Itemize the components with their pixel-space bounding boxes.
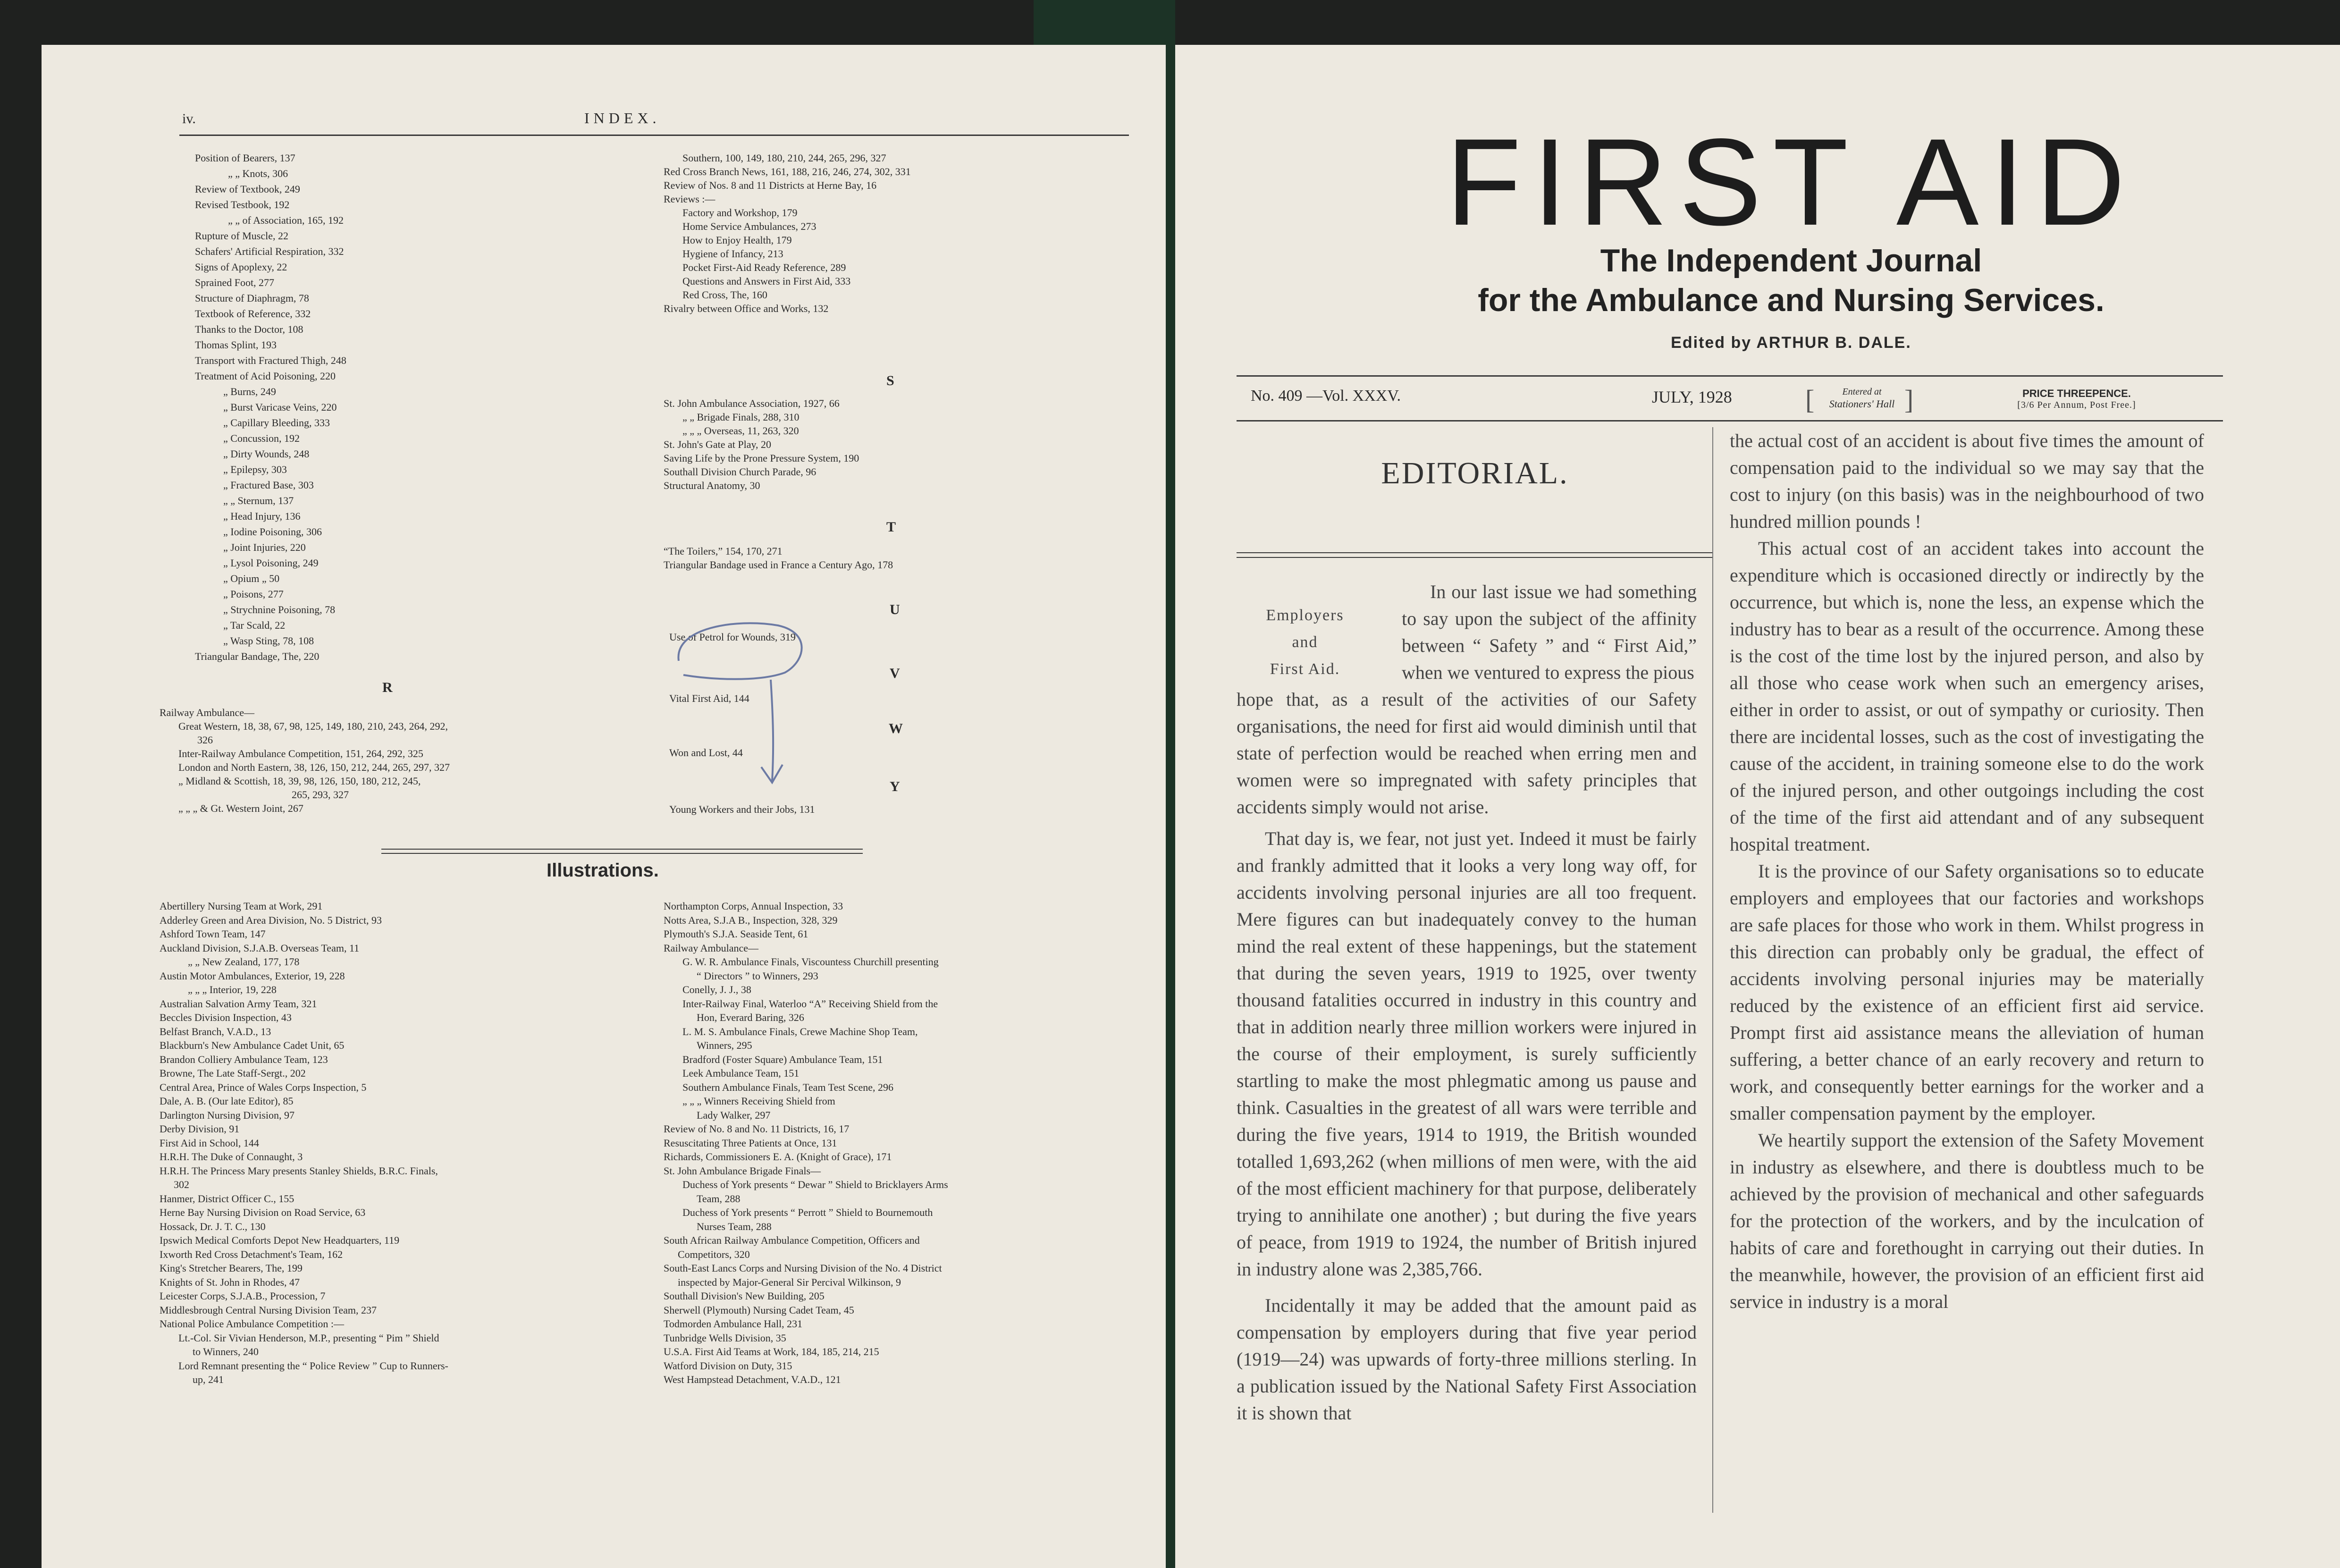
- index-entry: Derby Division, 91: [160, 1123, 240, 1135]
- index-entry: inspected by Major-General Sir Percival Wilkinson, 9: [678, 1276, 901, 1288]
- index-s-section: [664, 396, 859, 492]
- index-entry: L. M. S. Ambulance Finals, Crewe Machine Shop Team,: [682, 1025, 918, 1037]
- index-entry: G. W. R. Ambulance Finals, Viscountess Churchill presenting: [682, 956, 939, 968]
- index-entry: „ Concussion, 192: [223, 432, 300, 444]
- index-entry: up, 241: [193, 1374, 224, 1385]
- index-entry: „ „ „ & Gt. Western Joint, 267: [178, 802, 303, 814]
- index-entry: „ „ Knots, 306: [228, 168, 288, 179]
- index-entry: Northampton Corps, Annual Inspection, 33: [664, 900, 843, 912]
- masthead-title: FIRST AID: [1446, 113, 2137, 251]
- header-rule: [179, 135, 1129, 136]
- index-entry: Resuscitating Three Patients at Once, 131: [664, 1137, 837, 1149]
- index-entry: Sherwell (Plymouth) Nursing Cadet Team, 45: [664, 1304, 854, 1316]
- index-entry: Review of Nos. 8 and 11 Districts at Herne Bay, 16: [664, 179, 877, 191]
- index-entry: „ Tar Scald, 22: [223, 619, 286, 631]
- index-railway-section: [160, 706, 450, 815]
- editorial-paragraph-7: We heartily support the extension of the Safety Movement in industry as elsewhere, and there is doubtless much to be achieved by the provision of mechanical and other safeguards for the protection of the workers, and by the inculcation of habits of care and forethought in carrying out their duties. In the meanwhile, however, the provision of an efficient first aid service in industry is a moral: [1730, 1130, 2204, 1312]
- index-entry: Richards, Commissioners E. A. (Knight of Grace), 171: [664, 1151, 892, 1163]
- index-entry: St. John Ambulance Association, 1927, 66: [664, 397, 840, 409]
- index-entry: Inter-Railway Ambulance Competition, 151, 264, 292, 325: [178, 748, 423, 759]
- index-entry: „ Burns, 249: [223, 386, 276, 397]
- index-entry: Conelly, J. J., 38: [682, 984, 751, 995]
- index-entry: Lt.-Col. Sir Vivian Henderson, M.P., presenting “ Pim ” Shield: [178, 1332, 439, 1344]
- index-entry: „ Epilepsy, 303: [223, 464, 287, 475]
- sidehead-line-3: First Aid.: [1270, 660, 1340, 678]
- masthead-rule-bottom: [1237, 420, 2223, 422]
- index-entry: Hanmer, District Officer C., 155: [160, 1192, 295, 1205]
- index-entry: Rivalry between Office and Works, 132: [664, 303, 829, 314]
- editorial-column-2: [1730, 427, 2204, 1315]
- index-entry: Beccles Division Inspection, 43: [160, 1012, 292, 1023]
- index-entry: Ashford Town Team, 147: [160, 928, 266, 940]
- index-entry: Factory and Workshop, 179: [682, 207, 798, 219]
- index-entry: 265, 293, 327: [292, 789, 349, 801]
- pencil-annotation: [665, 604, 863, 821]
- index-entry: Thomas Splint, 193: [195, 339, 277, 351]
- index-entry: Triangular Bandage used in France a Century Ago, 178: [664, 559, 893, 571]
- index-page: [42, 45, 1166, 1568]
- index-entry: Rupture of Muscle, 22: [195, 230, 288, 242]
- letter-heading-v: V: [890, 666, 900, 681]
- index-entry: Belfast Branch, V.A.D., 13: [160, 1025, 271, 1037]
- index-entry: Great Western, 18, 38, 67, 98, 125, 149, 180, 210, 243, 264, 292,: [178, 720, 448, 732]
- editorial-paragraph-1: hope that, as a result of the activities of our Safety organisations, the need for first aid would diminish until that state of perfection would be reached when erring men and women were so impregnated with safety principles that accidents simply would not arise.: [1237, 689, 1697, 818]
- index-entry: Central Area, Prince of Wales Corps Inspection, 5: [160, 1081, 367, 1093]
- index-entry: Auckland Division, S.J.A.B. Overseas Team, 11: [160, 942, 360, 954]
- index-entry: „ „ of Association, 165, 192: [228, 214, 344, 226]
- index-entry: National Police Ambulance Competition :—: [160, 1318, 345, 1330]
- index-entry: Transport with Fractured Thigh, 248: [195, 354, 346, 366]
- index-entry: First Aid in School, 144: [160, 1137, 259, 1149]
- index-entry: Darlington Nursing Division, 97: [160, 1109, 295, 1121]
- index-entry: Review of No. 8 and No. 11 Districts, 16, 17: [664, 1123, 850, 1135]
- price-line-1: PRICE THREEPENCE.: [2022, 388, 2131, 399]
- index-entry: to Winners, 240: [193, 1346, 259, 1357]
- index-entry: Hon, Everard Baring, 326: [697, 1012, 804, 1023]
- index-entry: Dale, A. B. (Our late Editor), 85: [160, 1095, 294, 1107]
- index-entry: Herne Bay Nursing Division on Road Service, 63: [160, 1206, 366, 1218]
- index-entry: Tunbridge Wells Division, 35: [664, 1332, 786, 1344]
- sidehead-line-2: and: [1292, 633, 1318, 651]
- index-entry: Red Cross Branch News, 161, 188, 216, 246, 274, 302, 331: [664, 166, 911, 177]
- illustrations-column-2: [664, 899, 948, 1387]
- editorial-paragraph-2: That day is, we fear, not just yet. Indeed it must be fairly and frankly admitted that it looks a very long way off, for accidents involving personal injuries are all too frequent. Mere figures can but inadequately convey to the human mind the real extent of these happenings, but the statement that during the seven years, 1919 to 1925, over twenty thousand fatalities occurred in industry in this country and that in addition nearly three million workers were injured in the course of their employment, is surely sufficiently startling to make the most phlegmatic among us pause and think. Casualties in the greatest of all wars were terrible and during the five years, 1914 to 1919, the British wounded totalled 1,693,262 (when millions of men were, with the aid of the most efficient machinery for that purpose, deliberately trying to annihilate one another) ; but during the five years of peace, from 1919 to 1924, the number of British injured in industry alone was 2,385,766.: [1237, 828, 1697, 1280]
- editorial-heading: EDITORIAL.: [1381, 456, 1569, 490]
- index-entry: Plymouth's S.J.A. Seaside Tent, 61: [664, 928, 808, 940]
- index-entry: „ Head Injury, 136: [223, 510, 301, 522]
- index-entry: Treatment of Acid Poisoning, 220: [195, 370, 336, 382]
- index-entry: Saving Life by the Prone Pressure System, 190: [664, 452, 859, 464]
- index-entry: Red Cross, The, 160: [682, 289, 767, 301]
- index-entry: Adderley Green and Area Division, No. 5 District, 93: [160, 914, 382, 926]
- index-entry: Railway Ambulance—: [664, 942, 759, 954]
- index-entry: Structure of Diaphragm, 78: [195, 292, 309, 304]
- index-entry: Review of Textbook, 249: [195, 183, 300, 195]
- index-entry: Schafers' Artificial Respiration, 332: [195, 245, 344, 257]
- letter-heading-u: U: [890, 602, 900, 617]
- index-entry: Bradford (Foster Square) Ambulance Team, 151: [682, 1053, 883, 1065]
- index-entry: „ Dirty Wounds, 248: [223, 448, 310, 460]
- index-entry: Knights of St. John in Rhodes, 47: [160, 1276, 300, 1288]
- index-entry: King's Stretcher Bearers, The, 199: [160, 1262, 303, 1274]
- index-entry: „ Midland & Scottish, 18, 39, 98, 126, 150, 180, 212, 245,: [178, 775, 421, 787]
- index-entry: Inter-Railway Final, Waterloo “A” Receiving Shield from the: [682, 997, 938, 1010]
- index-entry: How to Enjoy Health, 179: [682, 234, 792, 246]
- index-entry: Team, 288: [697, 1192, 741, 1205]
- illustrations-title: Illustrations.: [547, 860, 659, 881]
- letter-heading-s: S: [886, 373, 894, 388]
- index-entry: Textbook of Reference, 332: [195, 308, 311, 320]
- index-entry: South African Railway Ambulance Competition, Officers and: [664, 1234, 920, 1246]
- index-entry: „ „ New Zealand, 177, 178: [188, 956, 300, 968]
- index-entry-u: Use of Petrol for Wounds, 319: [669, 631, 796, 643]
- sidehead-line-1: Employers: [1266, 607, 1344, 624]
- index-entry: Brandon Colliery Ambulance Team, 123: [160, 1053, 328, 1065]
- index-entry: U.S.A. First Aid Teams at Work, 184, 185, 214, 215: [664, 1346, 879, 1357]
- index-entry: Nurses Team, 288: [697, 1220, 772, 1232]
- index-entry: Southern Ambulance Finals, Team Test Scene, 296: [682, 1081, 894, 1093]
- letter-heading-r: R: [382, 680, 393, 695]
- bracket-left: [: [1805, 384, 1815, 415]
- index-entry: Browne, The Late Staff-Sergt., 202: [160, 1067, 306, 1079]
- index-entry: „ „ Brigade Finals, 288, 310: [682, 411, 800, 423]
- index-entry-y: Young Workers and their Jobs, 131: [669, 803, 815, 815]
- index-entry: „ Poisons, 277: [223, 588, 284, 600]
- masthead-rule-top: [1237, 375, 2223, 377]
- editorial-paragraph-4: the actual cost of an accident is about five times the amount of compensation paid to the individual so we may say that the cost to injury (on this basis) was in the neighbourhood of two hundred million pounds !: [1730, 430, 2204, 532]
- index-entry: „ Iodine Poisoning, 306: [223, 526, 322, 538]
- editorial-paragraph-5: This actual cost of an accident takes into account the expenditure which is occasioned directly or indirectly by the occurrence, but which is, none the less, an expense which the industry has to bear as a result of the occurrence. Among these is the cost of the time lost by the injured person, and also by all those who cease work when such an emergency arises, either in order to assist, or out of sympathy or curiosity. Then there are incidental losses, such as the cost of investigating the cause of the accident, in training someone else to do the work of the injured person, and other outgoings including the cost of the time of the first aid attendant and of any subsequent hospital treatment.: [1730, 538, 2204, 855]
- letter-heading-y: Y: [890, 779, 900, 794]
- index-entry-v: Vital First Aid, 144: [669, 692, 749, 704]
- section-rule-2: [381, 853, 863, 854]
- index-entry: St. John Ambulance Brigade Finals—: [664, 1164, 821, 1177]
- index-entry: „ Wasp Sting, 78, 108: [223, 635, 314, 647]
- index-entry: Questions and Answers in First Aid, 333: [682, 275, 851, 287]
- index-entry: Structural Anatomy, 30: [664, 480, 760, 491]
- index-entry: Abertillery Nursing Team at Work, 291: [160, 900, 323, 912]
- index-entry: Revised Testbook, 192: [195, 199, 290, 211]
- index-entry: Austin Motor Ambulances, Exterior, 19, 228: [160, 969, 345, 982]
- index-entry: 326: [197, 734, 213, 746]
- index-entry: Winners, 295: [697, 1039, 752, 1051]
- index-entry: Hossack, Dr. J. T. C., 130: [160, 1220, 266, 1232]
- entered-at-2: Stationers' Hall: [1829, 398, 1895, 410]
- index-entry: „ „ „ Interior, 19, 228: [188, 984, 277, 995]
- index-entry: Leicester Corps, S.J.A.B., Procession, 7: [160, 1290, 326, 1302]
- index-entry: Blackburn's New Ambulance Cadet Unit, 65: [160, 1039, 345, 1051]
- index-entry: West Hampstead Detachment, V.A.D., 121: [664, 1374, 841, 1385]
- column-divider: [1712, 427, 1713, 1513]
- index-entry: Home Service Ambulances, 273: [682, 220, 816, 232]
- issue-number: No. 409 —Vol. XXXV.: [1251, 387, 1401, 405]
- index-entry: 302: [174, 1179, 189, 1190]
- index-entry: Southern, 100, 149, 180, 210, 244, 265, 296, 327: [682, 152, 886, 164]
- index-entry: „ Opium „ 50: [223, 573, 280, 584]
- index-entry: Duchess of York presents “ Dewar ” Shield to Bricklayers Arms: [682, 1179, 948, 1190]
- editorial-intro: [1402, 578, 1697, 686]
- illustrations-column-1: [160, 899, 448, 1387]
- index-entry: „ Joint Injuries, 220: [223, 541, 306, 553]
- index-entry: Lady Walker, 297: [697, 1109, 771, 1121]
- index-entry: Competitors, 320: [678, 1248, 750, 1260]
- index-entry: Duchess of York presents “ Perrott ” Shield to Bournemouth: [682, 1206, 933, 1218]
- index-entry: „ „ „ Winners Receiving Shield from: [682, 1095, 835, 1107]
- index-entry: Sprained Foot, 277: [195, 277, 275, 288]
- index-t-section: [664, 544, 893, 572]
- index-entry: Hygiene of Infancy, 213: [682, 248, 783, 260]
- index-entry: Watford Division on Duty, 315: [664, 1359, 792, 1372]
- index-entry: „ Strychnine Poisoning, 78: [223, 604, 336, 615]
- editorial-paragraph-6: It is the province of our Safety organisations so to educate employers and employees that our factories and workshops are safe places for those who work in them. Whilst progress in this direction can probably only be gradual, the effect of accidents involving personal injuries may be materially reduced by the existence of an efficient first aid service. Prompt first aid assistance means the alleviation of human suffering, a better chance of an early recovery and return to work, and consequently better earnings for the worker and a smaller compensation payment by the employer.: [1730, 860, 2204, 1124]
- index-entry: Ipswich Medical Comforts Depot New Headquarters, 119: [160, 1234, 400, 1246]
- index-entry: Pocket First-Aid Ready Reference, 289: [682, 261, 846, 273]
- index-entry: St. John's Gate at Play, 20: [664, 438, 772, 450]
- index-entry: „ „ Sternum, 137: [223, 495, 294, 506]
- index-entry: Triangular Bandage, The, 220: [195, 650, 320, 662]
- index-entry: „ Lysol Poisoning, 249: [223, 557, 319, 569]
- sidehead: [1241, 602, 1369, 683]
- bracket-right: ]: [1904, 384, 1914, 415]
- index-entry: „ Capillary Bleeding, 333: [223, 417, 330, 429]
- index-entry: Ixworth Red Cross Detachment's Team, 162: [160, 1248, 343, 1260]
- index-entry: London and North Eastern, 38, 126, 150, 212, 244, 265, 297, 327: [178, 761, 450, 773]
- editorial-page: [1175, 45, 2340, 1568]
- index-entry: Leek Ambulance Team, 151: [682, 1067, 800, 1079]
- index-entry: „ Fractured Base, 303: [223, 479, 314, 491]
- page-number: iv.: [182, 111, 196, 126]
- index-entry: Signs of Apoplexy, 22: [195, 261, 287, 273]
- index-entry: Thanks to the Doctor, 108: [195, 323, 303, 335]
- entered-at-1: Entered at: [1842, 387, 1882, 397]
- editorial-rule-1: [1237, 552, 1713, 553]
- subtitle-line-2: for the Ambulance and Nursing Services.: [1478, 282, 2104, 318]
- editorial-rule-2: [1237, 557, 1713, 558]
- index-entry: Southall Division Church Parade, 96: [664, 466, 816, 478]
- index-entry: „ Burst Varicase Veins, 220: [223, 401, 337, 413]
- index-entry: Southall Division's New Building, 205: [664, 1290, 825, 1302]
- index-entry: Railway Ambulance—: [160, 707, 255, 718]
- index-column-2: [664, 151, 911, 315]
- index-entry: Todmorden Ambulance Hall, 231: [664, 1318, 803, 1330]
- editorial-intro-paragraph: In our last issue we had something to say upon the subject of the affinity between “ Safety ” and “ First Aid,” when we ventured to express the pious: [1402, 581, 1697, 683]
- index-entry: Reviews :—: [664, 193, 715, 205]
- index-entry: Lord Remnant presenting the “ Police Review ” Cup to Runners-: [178, 1359, 448, 1372]
- letter-heading-t: T: [886, 519, 896, 535]
- index-entry: South-East Lancs Corps and Nursing Division of the No. 4 District: [664, 1262, 942, 1274]
- section-rule-1: [381, 849, 863, 850]
- price-line-2: [3/6 Per Annum, Post Free.]: [2017, 400, 2136, 410]
- editor-line: Edited by ARTHUR B. DALE.: [1671, 334, 1911, 352]
- index-entry: “The Toilers,” 154, 170, 271: [664, 545, 783, 557]
- index-entry-w: Won and Lost, 44: [669, 747, 743, 759]
- subtitle-line-1: The Independent Journal: [1600, 243, 1982, 278]
- editorial-column-1: [1237, 686, 1697, 1426]
- index-entry: Middlesbrough Central Nursing Division Team, 237: [160, 1304, 377, 1316]
- letter-heading-w: W: [889, 721, 903, 736]
- index-column-1: [195, 151, 346, 665]
- index-entry: H.R.H. The Princess Mary presents Stanley Shields, B.R.C. Finals,: [160, 1164, 438, 1177]
- index-entry: H.R.H. The Duke of Connaught, 3: [160, 1151, 303, 1163]
- index-header: INDEX.: [584, 110, 661, 126]
- issue-date: JULY, 1928: [1652, 388, 1732, 406]
- editorial-paragraph-3: Incidentally it may be added that the amount paid as compensation by employers during that five year period (1919—24) was upwards of forty-three millions sterling. In a publication issued by the National Safety First Association it is shown that: [1237, 1295, 1697, 1424]
- index-entry: „ „ „ Overseas, 11, 263, 320: [682, 425, 799, 437]
- index-entry: “ Directors ” to Winners, 293: [697, 969, 818, 982]
- index-entry: Australian Salvation Army Team, 321: [160, 997, 317, 1010]
- index-entry: Position of Bearers, 137: [195, 152, 295, 164]
- index-entry: Notts Area, S.J.A B., Inspection, 328, 329: [664, 914, 838, 926]
